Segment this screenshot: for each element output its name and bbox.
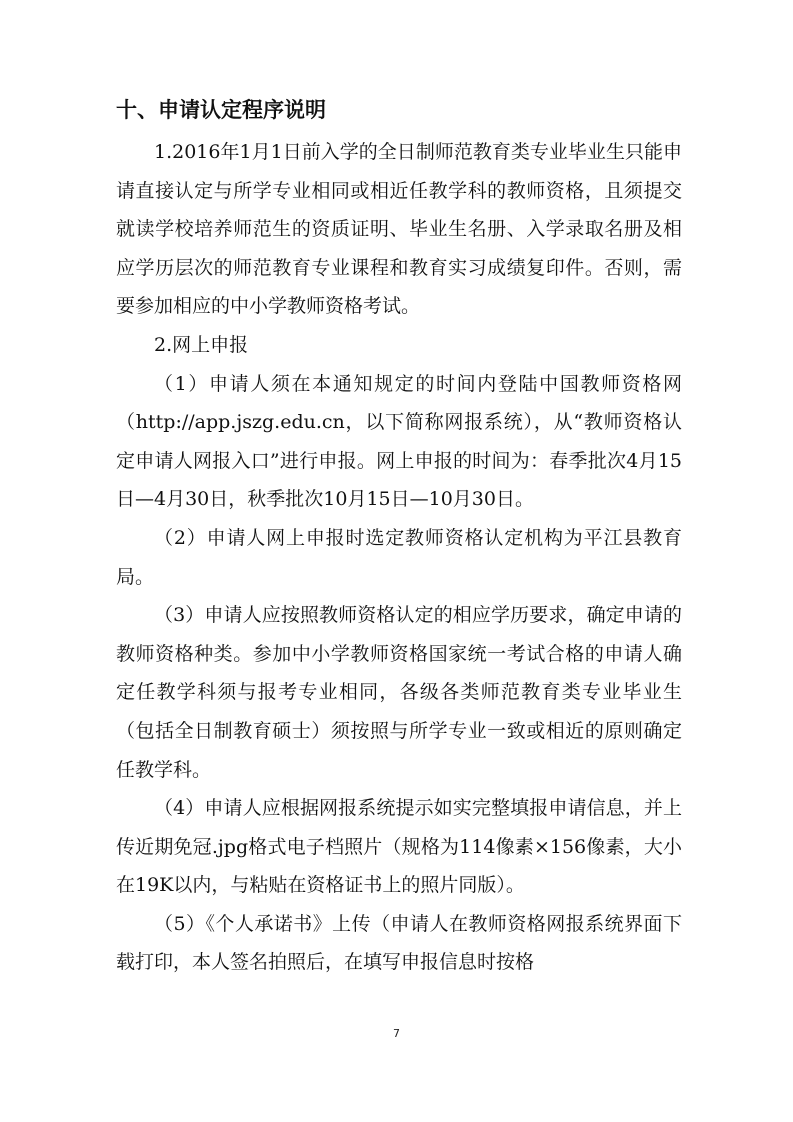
paragraph-3: （1）申请人须在本通知规定的时间内登陆中国教师资格网（http://app.jszg.edu.cn，以下简称网报系统），从“教师资格认定申请人网报入口”进行申报。网上申报的时间为：春季批次4月15日—4月30日，秋季批次10月15日—10月30日。	[116, 372, 682, 511]
section-heading: 十、申请认定程序说明	[116, 98, 326, 122]
paragraph-4: （2）申请人网上申报时选定教师资格认定机构为平江县教育局。	[116, 526, 682, 588]
paragraph-1: 1.2016年1月1日前入学的全日制师范教育类专业毕业生只能申请直接认定与所学专业相同或相近任教学科的教师资格，且须提交就读学校培养师范生的资质证明、毕业生名册、入学录取名册及相应学历层次的师范教育专业课程和教育实习成绩复印件。否则，需要参加相应的中小学教师资格考试。	[116, 141, 682, 318]
page-number: 7	[393, 1027, 400, 1040]
body-text	[116, 133, 682, 982]
paragraph-2: 2.网上申报	[154, 333, 249, 356]
paragraph-5: （3）申请人应按照教师资格认定的相应学历要求，确定申请的教师资格种类。参加中小学教师资格国家统一考试合格的申请人确定任教学科须与报考专业相同，各级各类师范教育类专业毕业生（包括全日制教育硕士）须按照与所学专业一致或相近的原则确定任教学科。	[116, 604, 682, 781]
paragraph-7: （5）《个人承诺书》上传（申请人在教师资格网报系统界面下载打印，本人签名拍照后，在填写申报信息时按格	[116, 912, 682, 974]
paragraph-6: （4）申请人应根据网报系统提示如实完整填报申请信息，并上传近期免冠.jpg格式电子档照片（规格为114像素×156像素，大小在19K以内，与粘贴在资格证书上的照片同版）。	[116, 797, 682, 897]
